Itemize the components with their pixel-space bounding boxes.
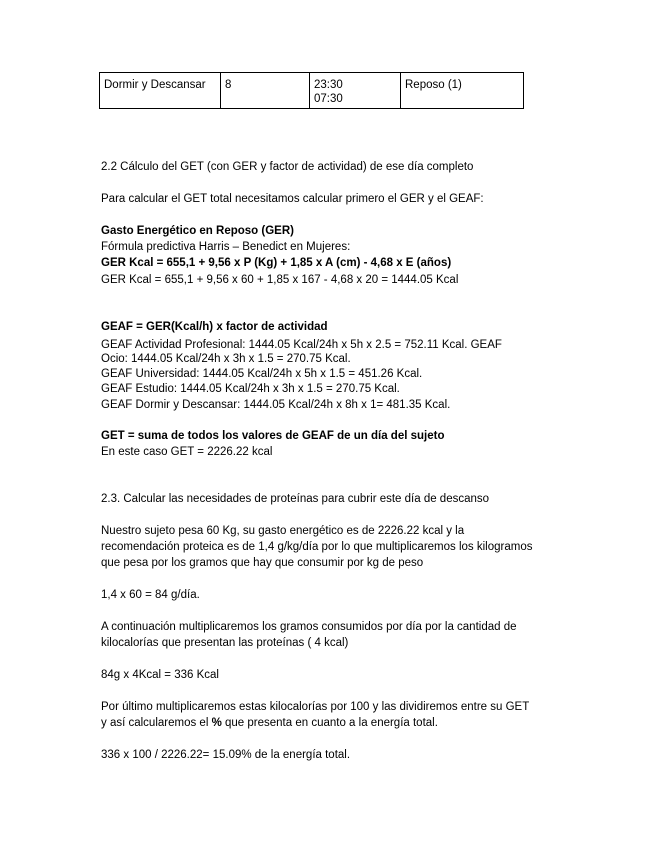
schedule-table — [99, 72, 524, 109]
section-2-3-heading: 2.3. Calcular las necesidades de proteínas para cubrir este día de descanso — [101, 493, 490, 505]
activity-text: Dormir y Descansar — [104, 79, 206, 91]
geaf-line: GEAF Universidad: 1444.05 Kcal/24h x 5h x 1.5 = 451.26 Kcal. — [101, 368, 423, 380]
para3-line2 — [101, 716, 438, 731]
ger-calc: GER Kcal = 655,1 + 9,56 x 60 + 1,85 x 167 - 4,68 x 20 = 1444.05 Kcal — [101, 274, 459, 286]
section-2-2-heading: 2.2 Cálculo del GET (con GER y factor de actividad) de ese día completo — [101, 161, 474, 173]
cell-activity — [100, 73, 221, 109]
ger-title: Gasto Energético en Reposo (GER) — [101, 225, 294, 237]
para2-line: A continuación multiplicaremos los gramos consumidos por día por la cantidad de — [101, 621, 517, 633]
calc2: 84g x 4Kcal = 336 Kcal — [101, 669, 219, 681]
hours-text: 8 — [225, 79, 232, 91]
para2-line: kilocalorías que presentan las proteínas ( 4 kcal) — [101, 637, 349, 649]
para3-pre: y así calcularemos el — [101, 717, 209, 729]
calc1: 1,4 x 60 = 84 g/día. — [101, 589, 200, 601]
percent-symbol: % — [211, 717, 222, 729]
type-text: Reposo (1) — [405, 79, 462, 91]
ger-formula: GER Kcal = 655,1 + 9,56 x P (Kg) + 1,85 x A (cm) - 4,68 x E (años) — [101, 257, 452, 269]
get-title: GET = suma de todos los valores de GEAF de un día del sujeto — [101, 430, 445, 442]
calc3: 336 x 100 / 2226.22= 15.09% de la energía total. — [101, 749, 351, 761]
geaf-title: GEAF = GER(Kcal/h) x factor de actividad — [101, 321, 328, 333]
para3-line1: Por último multiplicaremos estas kilocalorías por 100 y las dividiremos entre su GET — [101, 701, 530, 713]
para1-line: Nuestro sujeto pesa 60 Kg, su gasto energético es de 2226.22 kcal y la — [101, 525, 465, 537]
ger-formula-name: Fórmula predictiva Harris – Benedict en Mujeres: — [101, 241, 351, 253]
cell-time — [310, 73, 401, 109]
para3-post: que presenta en cuanto a la energía total. — [225, 717, 438, 729]
get-value: En este caso GET = 2226.22 kcal — [101, 446, 273, 458]
section-2-2-intro: Para calcular el GET total necesitamos calcular primero el GER y el GEAF: — [101, 193, 484, 205]
geaf-line: GEAF Estudio: 1444.05 Kcal/24h x 3h x 1.5 = 270.75 Kcal. — [101, 383, 400, 395]
time-end: 07:30 — [314, 93, 343, 105]
geaf-line: GEAF Dormir y Descansar: 1444.05 Kcal/24h x 8h x 1= 481.35 Kcal. — [101, 399, 451, 411]
para1-line: recomendación proteica es de 1,4 g/kg/día por lo que multiplicaremos los kilogramos — [101, 541, 533, 553]
para1-line: que pesa por los gramos que hay que consumir por kg de peso — [101, 557, 424, 569]
table-row — [100, 73, 524, 109]
time-start: 23:30 — [314, 79, 343, 91]
geaf-line: Ocio: 1444.05 Kcal/24h x 3h x 1.5 = 270.75 Kcal. — [101, 353, 351, 365]
geaf-line: GEAF Actividad Profesional: 1444.05 Kcal/24h x 5h x 2.5 = 752.11 Kcal. GEAF — [101, 339, 502, 351]
cell-hours — [221, 73, 310, 109]
cell-type — [401, 73, 524, 109]
